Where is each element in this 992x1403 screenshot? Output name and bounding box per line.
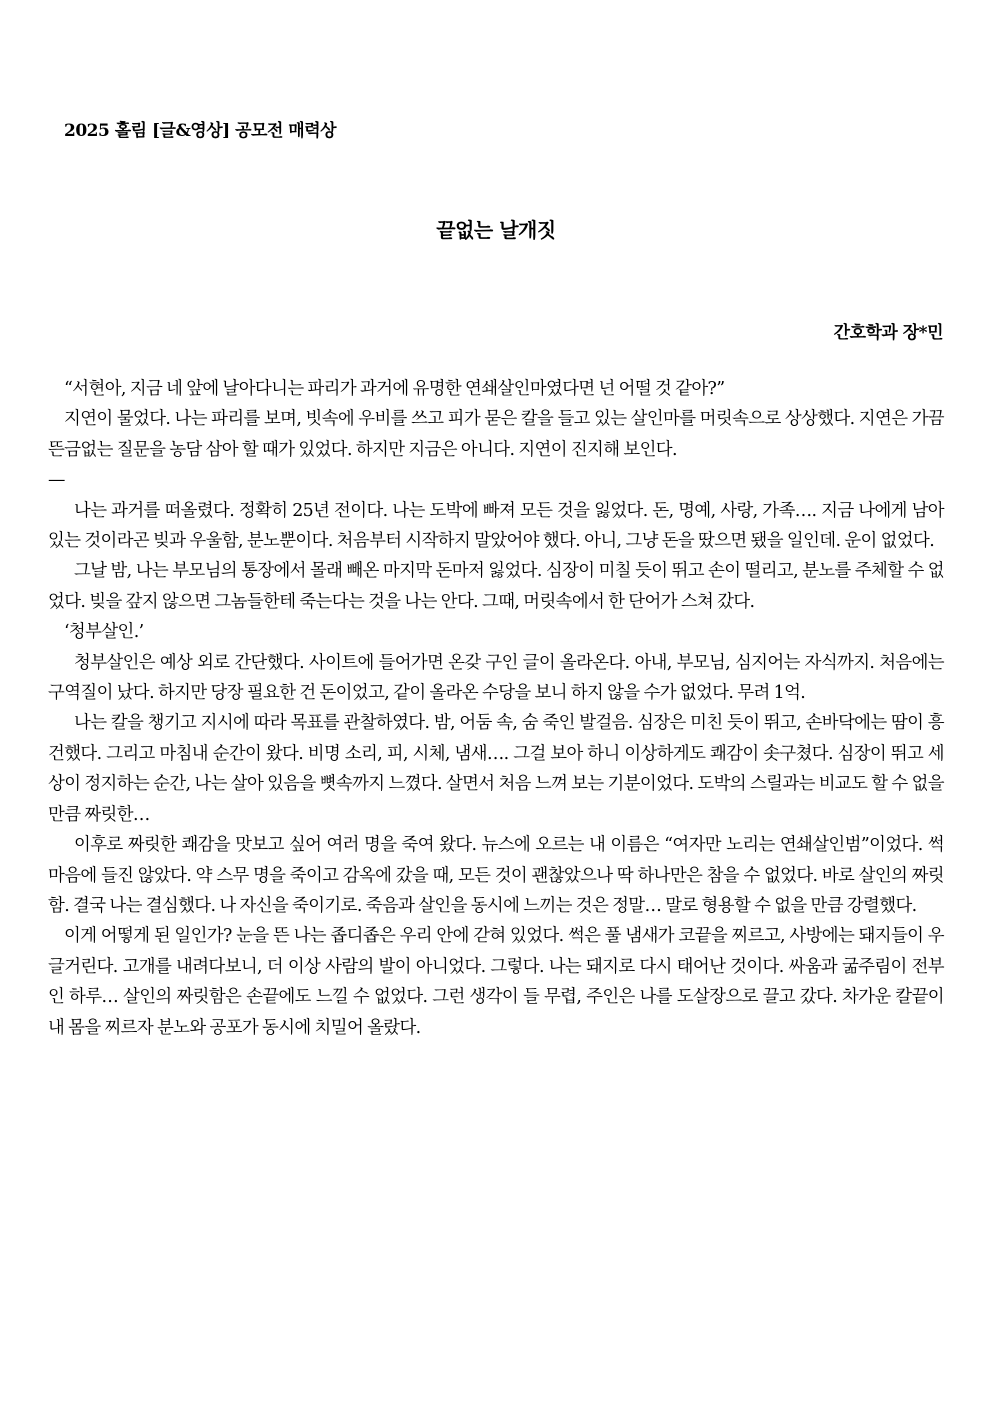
paragraph: 청부살인은 예상 외로 간단했다. 사이트에 들어가면 온갖 구인 글이 올라온다. 아내, 부모님, 심지어는 자식까지. 처음에는 구역질이 났다. 하지만 당장 필요한 건 돈이었고, 같이 올라온 수당을 보니 하지 않을 수가 없었다. 무려 1억.	[48, 652, 944, 704]
section-divider: —	[48, 470, 65, 491]
paragraph: 나는 과거를 떠올렸다. 정확히 25년 전이다. 나는 도박에 빠져 모든 것을 잃었다. 돈, 명예, 사랑, 가족…. 지금 나에게 남아 있는 것이라곤 빚과 우울함, 분노뿐이다. 처음부터 시작하지 말았어야 했다. 아니, 그냥 돈을 땄으면 됐을 일인데. 운이 없었다.	[48, 500, 944, 552]
paragraph: 이게 어떻게 된 일인가? 눈을 뜬 나는 좁디좁은 우리 안에 갇혀 있었다. 썩은 풀 냄새가 코끝을 찌르고, 사방에는 돼지들이 우글거린다. 고개를 내려다보니, 더 이상 사람의 발이 아니었다. 그렇다. 나는 돼지로 다시 태어난 것이다. 싸움과 굶주림이 전부인 하루… 살인의 짜릿함은 손끝에도 느낄 수 없었다. 그런 생각이 들 무렵, 주인은 나를 도살장으로 끌고 갔다. 차가운 칼끝이 내 몸을 찌르자 분노와 공포가 동시에 치밀어 올랐다.	[48, 926, 944, 1038]
paragraph: “서현아, 지금 네 앞에 날아다니는 파리가 과거에 유명한 연쇄살인마였다면 넌 어떨 것 같아?”	[64, 379, 725, 399]
story-body	[48, 374, 944, 1043]
paragraph: ‘청부살인.’	[64, 622, 144, 643]
paragraph: 지연이 물었다. 나는 파리를 보며, 빗속에 우비를 쓰고 피가 묻은 칼을 들고 있는 살인마를 머릿속으로 상상했다. 지연은 가끔 뜬금없는 질문을 농담 삼아 할 때가 있었다. 하지만 지금은 아니다. 지연이 진지해 보인다.	[48, 409, 944, 460]
contest-award-line: 2025 홀림 [글&영상] 공모전 매력상	[64, 121, 337, 141]
paragraph: 이후로 짜릿한 쾌감을 맛보고 싶어 여러 명을 죽여 왔다. 뉴스에 오르는 내 이름은 “여자만 노리는 연쇄살인범”이었다. 썩 마음에 들진 않았다. 약 스무 명을 죽이고 감옥에 갔을 때, 모든 것이 괜찮았으나 딱 하나만은 참을 수 없었다. 바로 살인의 짜릿함. 결국 나는 결심했다. 나 자신을 죽이기로. 죽음과 살인을 동시에 느끼는 것은 정말… 말로 형용할 수 없을 만큼 강렬했다.	[48, 835, 944, 916]
author-line: 간호학과 장*민	[833, 323, 943, 343]
paragraph: 그날 밤, 나는 부모님의 통장에서 몰래 빼온 마지막 돈마저 잃었다. 심장이 미칠 듯이 뛰고 손이 떨리고, 분노를 주체할 수 없었다. 빚을 갚지 않으면 그놈들한테 죽는다는 것을 나는 안다. 그때, 머릿속에서 한 단어가 스쳐 갔다.	[48, 561, 944, 612]
story-title: 끝없는 날개짓	[436, 218, 556, 242]
paragraph: 나는 칼을 챙기고 지시에 따라 목표를 관찰하였다. 밤, 어둠 속, 숨 죽인 발걸음. 심장은 미친 듯이 뛰고, 손바닥에는 땀이 흥건했다. 그리고 마침내 순간이 왔다. 비명 소리, 피, 시체, 냄새…. 그걸 보아 하니 이상하게도 쾌감이 솟구쳤다. 심장이 뛰고 세상이 정지하는 순간, 나는 살아 있음을 뼛속까지 느꼈다. 살면서 처음 느껴 보는 기분이었다. 도박의 스릴과는 비교도 할 수 없을 만큼 짜릿한…	[48, 713, 944, 825]
